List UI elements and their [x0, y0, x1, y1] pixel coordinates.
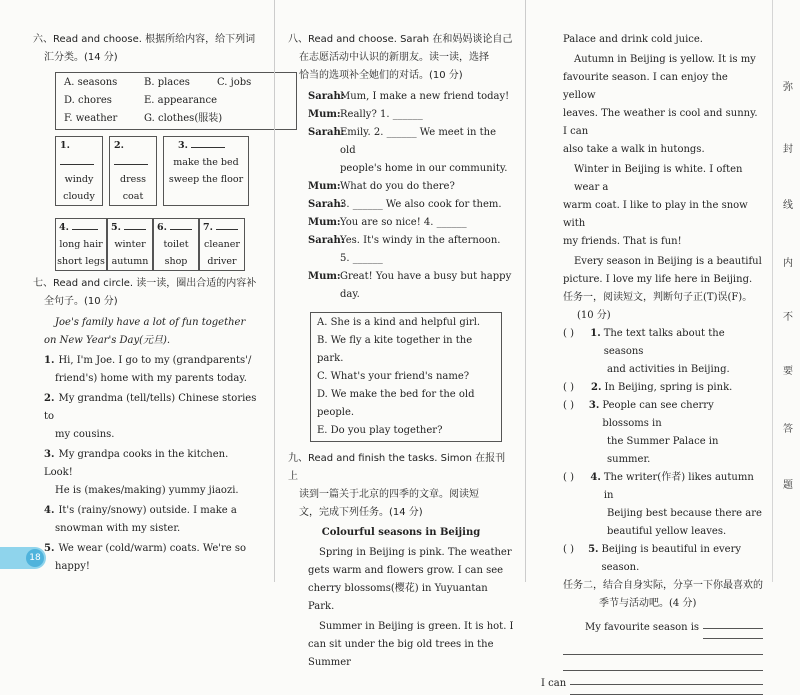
list-item: ( ) 4. The writer(作者) likes autumn in Beijing best because there are beautiful yellow leaves. — [563, 472, 762, 537]
column-divider — [274, 0, 275, 582]
options-box — [55, 72, 297, 130]
side-char: 内 — [783, 258, 793, 269]
answer-line[interactable] — [563, 661, 763, 671]
list-item: 2. My grandma (tell/tells) Chinese stories to my cousins. — [44, 393, 257, 440]
dialog-line: Sarah: Mum, I make a new friend today! — [308, 91, 510, 102]
list-item: ( ) 3. People can see cherry blossoms in the Summer Palace in summer. — [563, 400, 719, 465]
dialog — [288, 88, 514, 304]
dialog-line: Mum: Really? 1. ______ — [308, 109, 423, 120]
answer-line[interactable] — [570, 685, 763, 695]
group-cell: 7. cleaner driver — [199, 218, 245, 271]
dialog-line: Sarah: Emily. 2. ______ We meet in the old — [308, 127, 497, 156]
side-char: 要 — [783, 366, 793, 377]
side-char: 封 — [783, 144, 793, 155]
dialog-line: Mum: What do you do there? — [308, 181, 455, 192]
side-char: 题 — [783, 480, 793, 491]
answer-line[interactable] — [563, 645, 763, 655]
favourite-season-line: My favourite season is — [563, 619, 763, 639]
article-paragraph: Summer in Beijing is green. It is hot. I can sit under the big old trees in the Summer — [308, 621, 514, 668]
margin-divider — [772, 0, 773, 582]
section-7-heading: 七、Read and circle. 读一读，圈出合适的内容补 全句子。(10 分) — [33, 278, 257, 307]
list-item: ( ) 5. Beijing is beautiful in every season. — [563, 544, 741, 573]
group-cell: 3. make the bed sweep the floor — [163, 136, 249, 206]
section-8-heading: 八、Read and choose. Sarah 在和妈妈谈论自己 在志愿活动中认识的新朋友。读一读，选择 恰当的选项补全她们的对话。(10 分) — [288, 34, 513, 81]
section-9-heading: 九、Read and finish the tasks. Simon 在报刊上 读到一篇关于北京的四季的文章。阅读短 文，完成下列任务。(14 分) — [288, 453, 506, 518]
side-char: 弥 — [783, 82, 793, 93]
article-paragraph: Every season in Beijing is a beautiful picture. I love my life here in Beijing. — [563, 256, 762, 285]
group-cell: 1. windy cloudy — [55, 136, 103, 206]
side-char: 线 — [783, 200, 793, 211]
group-row-2 — [55, 218, 258, 271]
group-cell: 5. winter autumn — [107, 218, 153, 271]
options-row: D. chores E. appearance — [64, 95, 218, 106]
column-divider — [525, 0, 526, 582]
list-item: 4. It's (rainy/snowy) outside. I make a snowman with my sister. — [44, 505, 237, 534]
answer-area — [541, 619, 763, 695]
options-row: F. weather G. clothes(服装) — [64, 113, 223, 124]
list-item: ( ) 2. In Beijing, spring is pink. — [563, 382, 733, 393]
dialog-line: Sarah: 3. ______ We also cook for them. — [308, 199, 502, 210]
article-paragraph: Autumn in Beijing is yellow. It is my favourite season. I can enjoy the yellow leaves. The weather is cool and sunny. I can also take a walk in hutongs. — [563, 54, 758, 155]
choices-box: A. She is a kind and helpful girl. B. We fly a kite together in the park. C. What's your friend's name? D. We make the bed for the old people. E. Do you play together? — [310, 312, 502, 442]
middle-column — [288, 0, 514, 672]
task-1-heading: 任务一，阅读短文，判断句子正(T)误(F)。 (10 分) — [563, 292, 753, 321]
i-can-line: I can — [563, 675, 763, 695]
group-cell: 2. dress coat — [109, 136, 157, 206]
answer-line[interactable] — [703, 619, 763, 629]
answer-line[interactable] — [570, 675, 763, 685]
article-title: Colourful seasons in Beijing — [321, 527, 481, 538]
true-false-list — [541, 325, 763, 577]
options-row: A. seasons B. places C. jobs — [64, 77, 252, 88]
list-item: 3. My grandpa cooks in the kitchen. Look! He is (makes/making) yummy jiaozi. — [44, 449, 239, 496]
dialog-line: Mum: Great! You have a busy but happy day. — [308, 271, 512, 300]
dialog-line: people's home in our community. — [340, 163, 508, 174]
list-item: 5. We wear (cold/warm) coats. We're so happy! — [44, 543, 247, 572]
article-paragraph: Spring in Beijing is pink. The weather gets warm and flowers grow. I can see cherry blossoms(樱花) in Yuyuantan Park. — [308, 547, 512, 612]
list-item: ( ) 1. The text talks about the seasons and activities in Beijing. — [563, 328, 730, 375]
circle-items — [33, 352, 258, 576]
side-char: 不 — [783, 312, 793, 323]
group-cell: 4. long hair short legs — [55, 218, 107, 271]
task-2-heading: 任务二，结合自身实际，分享一下你最喜欢的 季节与活动吧。(4 分) — [563, 580, 763, 609]
article-paragraph: Winter in Beijing is white. I often wear a warm coat. I like to play in the snow with my friends. That is fun! — [563, 164, 748, 247]
list-item: 1. Hi, I'm Joe. I go to my (grandparents'/ friend's) home with my parents today. — [44, 355, 252, 384]
answer-line[interactable] — [703, 629, 763, 639]
dialog-line: Mum: You are so nice! 4. ______ — [308, 217, 467, 228]
dialog-line: Sarah: Yes. It's windy in the afternoon. — [308, 235, 501, 246]
group-cell: 6. toilet shop — [153, 218, 199, 271]
group-row-1 — [55, 136, 258, 206]
page-number: 18 — [26, 549, 44, 567]
section-6-heading: 六、Read and choose. 根据所给内容，给下列词 汇分类。(14 分) — [33, 34, 256, 63]
right-column: Palace and drink cold juice. Autumn in Beijing is yellow. It is my favourite season. I can enjoy the yellow leaves. The weather is cool and sunny. I can also take a walk in hutongs. Winter in Beijing is white. I often wear a warm coat. I like to play in the snow with my friends. That is fun! Every season in Beijing is a beautiful picture. I love my life here in Beijing. 任务一，阅读短文，判断句子正(T)误(F)。 (10 分) ( ) 1. The text talks about the seasons and activities in Beijing. ( ) 2. In Beijing, spring is pink. ( ) 3. People can see cherry blossoms in the Summer Palace in summer. ( ) 4. The writer(作者) likes autumn in Beijing best because there are beautiful yellow leaves. ( ) 5. Beijing is beautiful in every season. 任务二，结合自身实际，分享一下你最喜欢的 季节与活动吧。(4 分) My favourite season is I can — [541, 0, 763, 695]
side-char: 答 — [783, 424, 793, 435]
left-column: 六、Read and choose. 根据所给内容，给下列词 汇分类。(14 分) A. seasons B. places C. jobs D. chores E. appearance F. weather G. clothes(服装) 1. windy cloudy 2. dress coat 3. make the bed sweep the floor 4. long hair short legs 5. winter autumn 6. toilet shop 7. cleaner driver 七、Read and circle. 读一读，圈出合适的内容补 全句子。(10 分) Joe's family have a lot of fun together on New Year's Day(元旦). 1. Hi, I'm Joe. I go to my (grandparents'/ friend's) home with my parents today. 2. My grandma (tell/tells) Chinese stories to my cousins. 3. My grandpa cooks in the kitchen. Look! He is (makes/making) yummy jiaozi. 4. It's (rainy/snowy) outside. I make a snowman with my sister. 5. We wear (cold/warm) coats. We're so happy! — [33, 0, 258, 576]
dialog-line: 5. ______ — [340, 253, 383, 264]
